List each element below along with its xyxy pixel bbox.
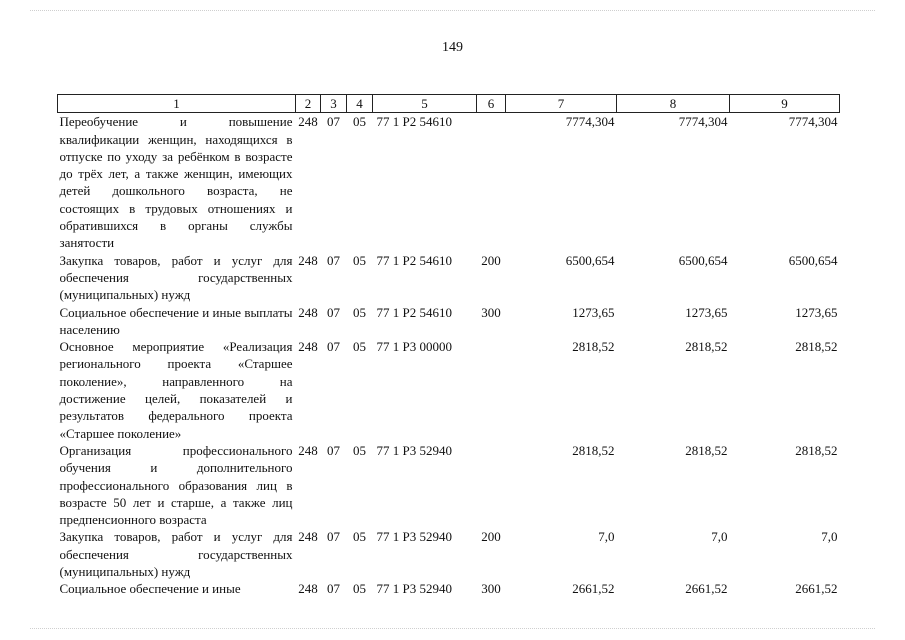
row-value-8: 6500,654 [678, 252, 728, 268]
row-value-8: 7,0 [711, 529, 728, 545]
row-rz: 07 [327, 339, 340, 355]
row-name [58, 304, 296, 339]
scan-artifact-bottom [30, 628, 875, 629]
row-csr: 77 1 P2 54610 [376, 114, 452, 130]
row-value-9: 7774,304 [788, 114, 838, 130]
table-row [58, 442, 840, 528]
row-rz: 07 [327, 304, 340, 320]
row-name-text: Переобучение и повышение квалификации женщин, находящихся в отпуске по уходу за ребёнком в возрасте до трёх лет, а также женщин, имеющих детей дошкольного возраста, не состоящих в трудовых отношениях и обратившихся в органы службы занятости [59, 114, 293, 251]
row-pr: 05 [353, 529, 366, 545]
row-rz: 07 [327, 114, 340, 130]
row-grbs: 248 [298, 581, 318, 597]
table-row [58, 338, 840, 442]
row-vr: 200 [481, 252, 501, 268]
row-value-7: 7774,304 [565, 114, 615, 130]
row-name [58, 252, 296, 304]
row-pr: 05 [353, 442, 366, 458]
row-grbs: 248 [298, 252, 318, 268]
row-value-8: 7774,304 [678, 114, 728, 130]
row-value-9: 1273,65 [795, 304, 838, 320]
row-csr: 77 1 P2 54610 [376, 252, 452, 268]
row-name [58, 113, 296, 252]
row-name [58, 528, 296, 580]
row-grbs: 248 [298, 339, 318, 355]
header-col-1: 1 [58, 95, 296, 113]
page-number: 149 [442, 40, 463, 55]
row-value-8: 2818,52 [685, 339, 728, 355]
row-name [58, 442, 296, 528]
row-name-text: Закупка товаров, работ и услуг для обеспечения государственных (муниципальных) нужд [59, 529, 293, 580]
header-col-4: 4 [347, 95, 373, 113]
row-pr: 05 [353, 252, 366, 268]
row-csr: 77 1 P3 00000 [376, 339, 452, 355]
header-row [58, 95, 840, 113]
table-row [58, 580, 840, 597]
row-vr: 200 [481, 529, 501, 545]
row-value-7: 1273,65 [572, 304, 615, 320]
row-rz: 07 [327, 252, 340, 268]
row-value-7: 6500,654 [565, 252, 615, 268]
row-value-8: 1273,65 [685, 304, 728, 320]
table-row [58, 252, 840, 304]
row-value-7: 2818,52 [572, 339, 615, 355]
row-value-9: 2818,52 [795, 442, 838, 458]
row-name-text: Основное мероприятие «Реализация регионального проекта «Старшее поколение», направленного на достижение целей, показателей и результатов федерального проекта «Старшее поколение» [59, 339, 293, 441]
row-name-text: Социальное обеспечение и иные выплаты населению [59, 304, 293, 337]
row-vr [477, 338, 506, 442]
row-value-9: 2818,52 [795, 339, 838, 355]
row-pr: 05 [353, 581, 366, 597]
row-pr: 05 [353, 114, 366, 130]
table-row [58, 528, 840, 580]
row-name-text: Социальное обеспечение и иные [59, 581, 241, 597]
row-csr: 77 1 P3 52940 [376, 581, 452, 597]
row-value-9: 7,0 [821, 529, 838, 545]
row-vr [477, 113, 506, 252]
row-csr: 77 1 P3 52940 [376, 529, 452, 545]
row-value-7: 2661,52 [572, 581, 615, 597]
row-vr: 300 [481, 304, 501, 320]
header-col-6: 6 [477, 95, 506, 113]
header-col-8: 8 [617, 95, 730, 113]
row-csr: 77 1 P2 54610 [376, 304, 452, 320]
table-row [58, 304, 840, 339]
header-col-7: 7 [506, 95, 617, 113]
row-pr: 05 [353, 304, 366, 320]
header-col-9: 9 [730, 95, 840, 113]
row-value-9: 2661,52 [795, 581, 838, 597]
row-grbs: 248 [298, 442, 318, 458]
row-name [58, 580, 296, 597]
row-rz: 07 [327, 442, 340, 458]
row-rz: 07 [327, 581, 340, 597]
row-value-9: 6500,654 [788, 252, 838, 268]
row-name-text: Организация профессионального обучения и дополнительного профессионального образования лиц в возрасте 50 лет и старше, а также лиц предпенсионного возраста [59, 442, 293, 528]
row-grbs: 248 [298, 529, 318, 545]
row-name-text: Закупка товаров, работ и услуг для обеспечения государственных (муниципальных) нужд [59, 252, 293, 303]
header-col-5: 5 [373, 95, 477, 113]
table-row [58, 113, 840, 252]
row-rz: 07 [327, 529, 340, 545]
row-value-7: 2818,52 [572, 442, 615, 458]
row-value-7: 7,0 [598, 529, 615, 545]
row-value-8: 2818,52 [685, 442, 728, 458]
header-col-2: 2 [296, 95, 321, 113]
row-grbs: 248 [298, 114, 318, 130]
row-vr: 300 [481, 581, 501, 597]
row-pr: 05 [353, 339, 366, 355]
row-vr [477, 442, 506, 528]
budget-table [57, 94, 840, 598]
row-name [58, 338, 296, 442]
scan-artifact-top [30, 10, 875, 11]
header-col-3: 3 [321, 95, 347, 113]
row-grbs: 248 [298, 304, 318, 320]
row-csr: 77 1 P3 52940 [376, 442, 452, 458]
row-value-8: 2661,52 [685, 581, 728, 597]
